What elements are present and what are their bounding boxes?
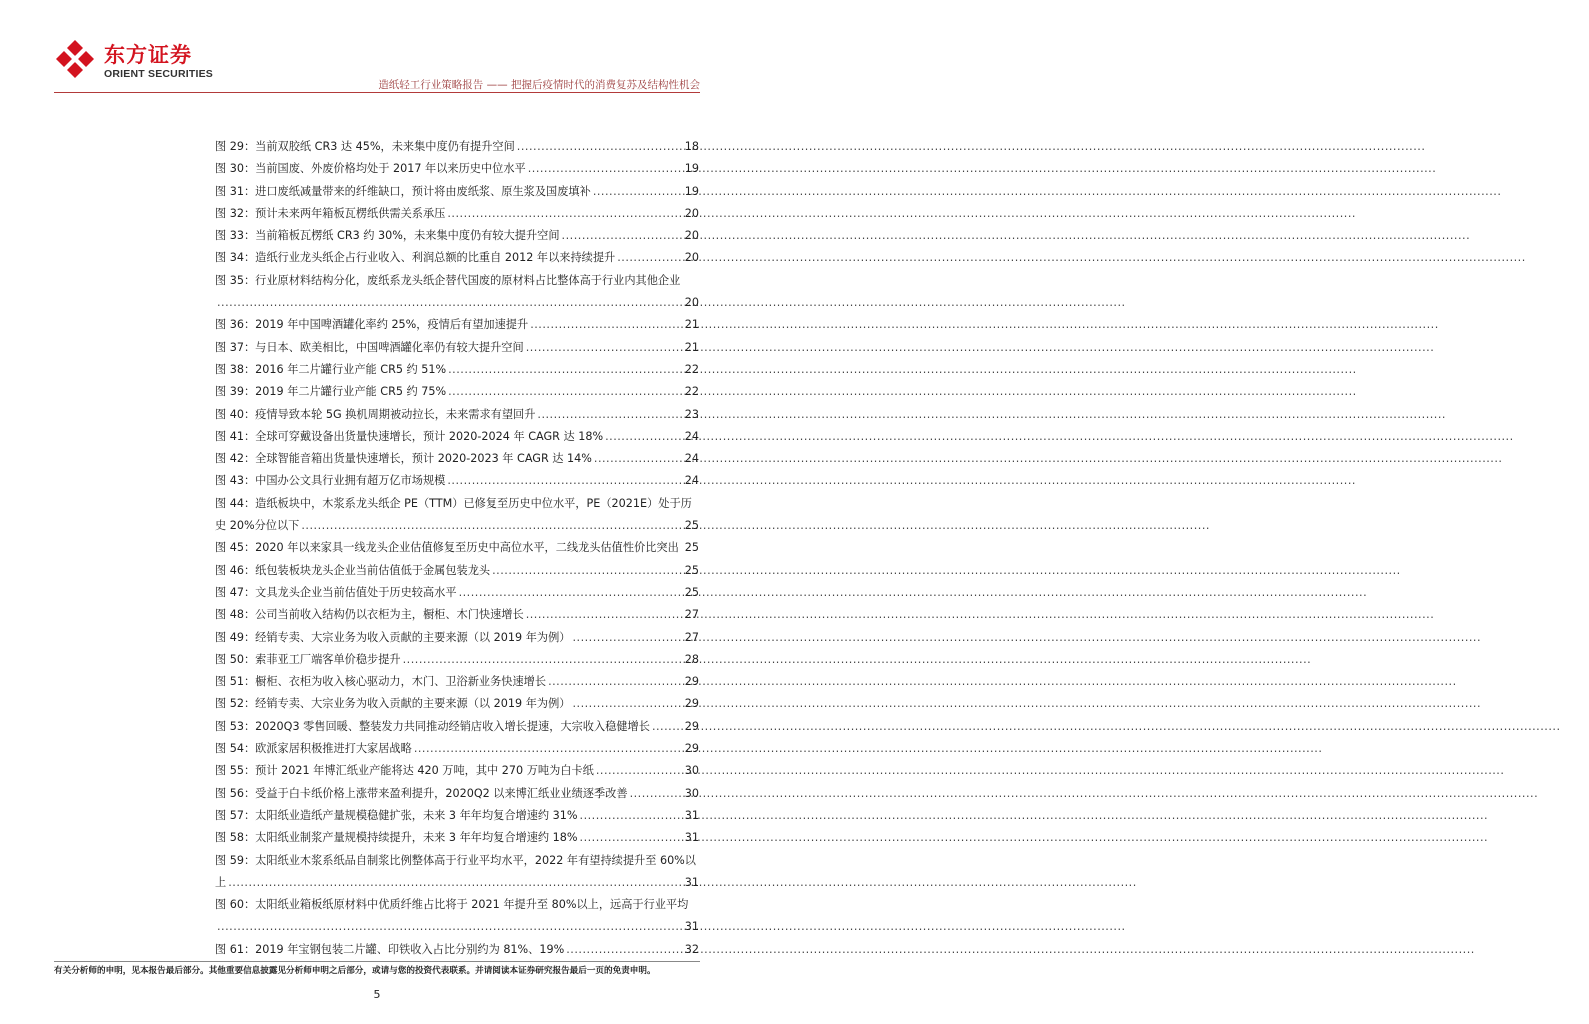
toc-leader-dots [530, 314, 683, 336]
toc-entry-page: 29 [684, 719, 699, 733]
toc-entry[interactable] [215, 337, 699, 359]
toc-entry-title: 纸包装板块龙头企业当前估值低于金属包装龙头 [255, 563, 491, 577]
toc-entry-label: 图 30： [215, 162, 256, 176]
toc-entry[interactable] [215, 850, 699, 895]
toc-entry-page: 19 [684, 184, 699, 198]
toc-entry-label: 图 40： [215, 407, 256, 421]
toc-entry-title: 橱柜、衣柜为收入核心驱动力，木门、卫浴新业务快速增长 [255, 675, 547, 689]
toc-leader-dots [447, 470, 682, 492]
toc-entry[interactable] [215, 270, 699, 315]
toc-entry-page: 25 [684, 541, 699, 555]
toc-entry[interactable] [215, 760, 699, 782]
toc-entry-page: 21 [684, 318, 699, 332]
toc-entry-label: 图 37： [215, 340, 256, 354]
toc-entry-title-continued: 史 20%分位以下 [215, 519, 300, 533]
toc-entry-label: 图 38： [215, 362, 256, 376]
toc-entry-title: 当前国废、外废价格均处于 2017 年以来历史中位水平 [255, 162, 526, 176]
toc-entry-title: 全球智能音箱出货量快速增长，预计 2020-2023 年 CAGR 达 14% [255, 452, 592, 466]
toc-leader-dots [580, 827, 683, 849]
toc-entry-title: 预计 2021 年博汇纸业产能将达 420 万吨，其中 270 万吨为白卡纸 [255, 764, 594, 778]
toc-entry[interactable] [215, 693, 699, 715]
toc-entry-label: 图 33： [215, 229, 256, 243]
report-title: 造纸轻工行业策略报告 —— 把握后疫情时代的消费复苏及结构性机会 [378, 79, 700, 91]
toc-leader-dots [448, 381, 683, 403]
toc-entry-label: 图 41： [215, 429, 256, 443]
figure-list [215, 136, 699, 961]
toc-entry-label: 图 61： [215, 942, 256, 956]
toc-entry-title: 造纸板块中，木浆系龙头纸企 PE（TTM）已修复至历史中位水平，PE（2021E）处于历 [255, 496, 692, 510]
toc-leader-dots [580, 805, 683, 827]
toc-entry-title: 进口废纸减量带来的纤维缺口，预计将由废纸浆、原生浆及国废填补 [255, 184, 591, 198]
toc-leader-dots [548, 671, 683, 693]
toc-leader-dots [566, 939, 683, 961]
toc-entry[interactable] [215, 404, 699, 426]
toc-entry-title: 预计未来两年箱板瓦楞纸供需关系承压 [255, 206, 446, 220]
toc-entry[interactable] [215, 225, 699, 247]
toc-entry-label: 图 44： [215, 496, 256, 510]
toc-entry-page: 27 [684, 630, 699, 644]
toc-entry-page: 20 [684, 251, 699, 265]
toc-entry-label: 图 55： [215, 764, 256, 778]
toc-entry-title: 2020 年以来家具一线龙头企业估值修复至历史中高位水平，二线龙头估值性价比突出 [255, 541, 679, 555]
toc-entry-label: 图 46： [215, 563, 256, 577]
toc-entry-label: 图 60： [215, 898, 256, 912]
toc-entry-title: 当前双胶纸 CR3 达 45%，未来集中度仍有提升空间 [255, 140, 515, 153]
toc-entry-label: 图 48： [215, 608, 256, 622]
toc-leader-dots [617, 247, 683, 269]
toc-entry-title: 欧派家居积极推进打大家居战略 [255, 742, 412, 756]
toc-entry-label: 图 59： [215, 853, 256, 867]
toc-leader-dots [572, 693, 682, 715]
toc-entry[interactable] [215, 359, 699, 381]
toc-entry-page: 18 [684, 140, 699, 153]
toc-leader-dots [217, 292, 683, 314]
toc-entry-page: 30 [684, 764, 699, 778]
toc-leader-dots [526, 337, 683, 359]
toc-entry-title: 疫情导致本轮 5G 换机周期被动拉长，未来需求有望回升 [255, 407, 536, 421]
toc-entry-page: 25 [684, 585, 699, 599]
toc-entry[interactable] [215, 158, 699, 180]
toc-entry-label: 图 29： [215, 140, 256, 153]
toc-leader-dots [217, 916, 683, 938]
toc-leader-dots [528, 158, 683, 180]
toc-entry-label: 图 45： [215, 541, 256, 555]
toc-leader-dots [630, 783, 683, 805]
toc-leader-dots [492, 560, 683, 582]
toc-entry-title: 太阳纸业造纸产量规模稳健扩张，未来 3 年年均复合增速约 31% [255, 808, 578, 822]
orient-securities-logo [54, 38, 214, 86]
toc-entry-title: 文具龙头企业当前估值处于历史较高水平 [255, 585, 457, 599]
toc-entry[interactable] [215, 381, 699, 403]
toc-leader-dots [652, 716, 683, 738]
toc-entry[interactable] [215, 627, 699, 649]
toc-entry[interactable] [215, 827, 699, 849]
toc-entry-title: 公司当前收入结构仍以衣柜为主，橱柜、木门快速增长 [255, 608, 524, 622]
toc-entry[interactable] [215, 136, 699, 158]
toc-leader-dots [517, 136, 683, 158]
toc-leader-dots [526, 604, 683, 626]
toc-entry-title: 2019 年中国啤酒罐化率约 25%，疫情后有望加速提升 [255, 318, 529, 332]
toc-entry-title: 当前箱板瓦楞纸 CR3 约 30%，未来集中度仍有较大提升空间 [255, 229, 560, 243]
toc-entry-title: 与日本、欧美相比，中国啤酒罐化率仍有较大提升空间 [255, 340, 524, 354]
toc-entry-page: 27 [684, 608, 699, 622]
toc-entry[interactable] [215, 470, 699, 492]
toc-entry-title: 2019 年二片罐行业产能 CR5 约 75% [255, 385, 447, 399]
toc-entry-page: 32 [684, 942, 699, 956]
toc-leader-dots [605, 426, 683, 448]
toc-entry-page: 29 [684, 697, 699, 711]
toc-entry-label: 图 56： [215, 786, 256, 800]
toc-entry-title: 2016 年二片罐行业产能 CR5 约 51% [255, 362, 447, 376]
toc-entry-page: 31 [684, 875, 699, 889]
toc-leader-dots [537, 404, 682, 426]
toc-entry-page: 22 [684, 362, 699, 376]
toc-entry-title: 2019 年宝钢包装二片罐、印铁收入占比分别约为 81%、19% [255, 942, 565, 956]
toc-leader-dots [301, 515, 682, 537]
toc-entry-title-continued: 上 [215, 875, 227, 889]
toc-entry-label: 图 50： [215, 652, 256, 666]
toc-entry-label: 图 54： [215, 742, 256, 756]
toc-entry-page: 24 [684, 474, 699, 488]
page-number: 5 [373, 988, 381, 1001]
toc-entry-label: 图 57： [215, 808, 256, 822]
logo-english-name: ORIENT SECURITIES [104, 68, 213, 80]
toc-entry-page: 20 [684, 206, 699, 220]
toc-entry-page: 25 [684, 519, 699, 533]
toc-entry-label: 图 39： [215, 385, 256, 399]
toc-entry[interactable] [215, 203, 699, 225]
toc-leader-dots [403, 649, 683, 671]
toc-entry[interactable] [215, 314, 699, 336]
footer-divider [54, 961, 700, 962]
toc-entry[interactable] [215, 716, 699, 738]
toc-entry[interactable] [215, 537, 699, 559]
toc-entry-label: 图 35： [215, 273, 256, 287]
toc-entry[interactable] [215, 493, 699, 538]
toc-entry-label: 图 32： [215, 206, 256, 220]
toc-leader-dots [448, 359, 683, 381]
toc-entry-title: 太阳纸业制浆产量规模持续提升，未来 3 年年均复合增速约 18% [255, 831, 578, 845]
toc-leader-dots [562, 225, 683, 247]
toc-leader-dots [596, 760, 683, 782]
toc-leader-dots [572, 627, 682, 649]
toc-entry-label: 图 42： [215, 452, 256, 466]
toc-entry-page: 29 [684, 742, 699, 756]
toc-leader-dots [228, 872, 683, 894]
toc-entry-page: 31 [684, 831, 699, 845]
toc-entry[interactable] [215, 582, 699, 604]
toc-entry-title: 中国办公文具行业拥有超万亿市场规模 [255, 474, 446, 488]
footer-disclaimer: 有关分析师的申明，见本报告最后部分。其他重要信息披露见分析师申明之后部分，或请与您的投资代表联系。并请阅读本证券研究报告最后一页的免责申明。 [54, 966, 656, 976]
toc-entry-label: 图 36： [215, 318, 256, 332]
toc-entry-label: 图 34： [215, 251, 256, 265]
toc-entry-label: 图 49： [215, 630, 256, 644]
toc-entry[interactable] [215, 426, 699, 448]
toc-entry[interactable] [215, 783, 699, 805]
toc-entry-page: 24 [684, 452, 699, 466]
toc-entry-title: 2020Q3 零售回暖、整装发力共同推动经销店收入增长提速，大宗收入稳健增长 [255, 719, 650, 733]
toc-entry-title: 索菲亚工厂端客单价稳步提升 [255, 652, 401, 666]
toc-entry-title: 行业原材料结构分化，废纸系龙头纸企替代国废的原材料占比整体高于行业内其他企业 [255, 273, 681, 287]
toc-entry-label: 图 31： [215, 184, 256, 198]
toc-entry-label: 图 53： [215, 719, 256, 733]
toc-entry-title: 经销专卖、大宗业务为收入贡献的主要来源（以 2019 年为例） [255, 630, 571, 644]
toc-entry-page: 21 [684, 340, 699, 354]
toc-entry-page: 28 [684, 652, 699, 666]
toc-entry-page: 20 [684, 229, 699, 243]
toc-entry-page: 24 [684, 429, 699, 443]
toc-entry-title: 经销专卖、大宗业务为收入贡献的主要来源（以 2019 年为例） [255, 697, 571, 711]
toc-entry-page: 25 [684, 563, 699, 577]
toc-entry-page: 31 [684, 808, 699, 822]
toc-entry-page: 22 [684, 385, 699, 399]
toc-leader-dots [594, 448, 683, 470]
toc-entry-label: 图 51： [215, 675, 256, 689]
toc-entry-label: 图 52： [215, 697, 256, 711]
toc-entry[interactable] [215, 894, 699, 939]
logo-chinese-name: 东方证券 [104, 43, 192, 67]
toc-leader-dots [447, 203, 682, 225]
toc-entry[interactable] [215, 671, 699, 693]
toc-entry[interactable] [215, 560, 699, 582]
toc-entry[interactable] [215, 805, 699, 827]
toc-entry-page: 30 [684, 786, 699, 800]
toc-entry[interactable] [215, 181, 699, 203]
toc-entry-page: 19 [684, 162, 699, 176]
toc-leader-dots [414, 738, 683, 760]
toc-entry-title: 全球可穿戴设备出货量快速增长，预计 2020-2024 年 CAGR 达 18% [255, 429, 604, 443]
toc-entry[interactable] [215, 939, 699, 961]
header-divider [54, 92, 700, 93]
toc-entry-page: 20 [684, 296, 699, 310]
toc-entry[interactable] [215, 649, 699, 671]
toc-leader-dots [593, 181, 683, 203]
report-header [0, 0, 754, 100]
orient-logo-mark-icon [54, 38, 96, 80]
toc-entry-page: 23 [684, 407, 699, 421]
toc-entry-label: 图 58： [215, 831, 256, 845]
toc-entry-title: 造纸行业龙头纸企占行业收入、利润总额的比重自 2012 年以来持续提升 [255, 251, 616, 265]
toc-entry[interactable] [215, 448, 699, 470]
toc-entry[interactable] [215, 738, 699, 760]
toc-entry-label: 图 43： [215, 474, 256, 488]
toc-entry-page: 29 [684, 675, 699, 689]
toc-entry[interactable] [215, 247, 699, 269]
toc-leader-dots [459, 582, 683, 604]
toc-entry-title: 受益于白卡纸价格上涨带来盈利提升，2020Q2 以来博汇纸业业绩逐季改善 [255, 786, 628, 800]
toc-entry-title: 太阳纸业箱板纸原材料中优质纤维占比将于 2021 年提升至 80%以上，远高于行业平均 [255, 898, 689, 912]
toc-entry-page: 31 [684, 920, 699, 934]
toc-entry[interactable] [215, 604, 699, 626]
toc-entry-label: 图 47： [215, 585, 256, 599]
toc-entry-title: 太阳纸业木浆系纸品自制浆比例整体高于行业平均水平，2022 年有望持续提升至 60%以 [255, 853, 696, 867]
